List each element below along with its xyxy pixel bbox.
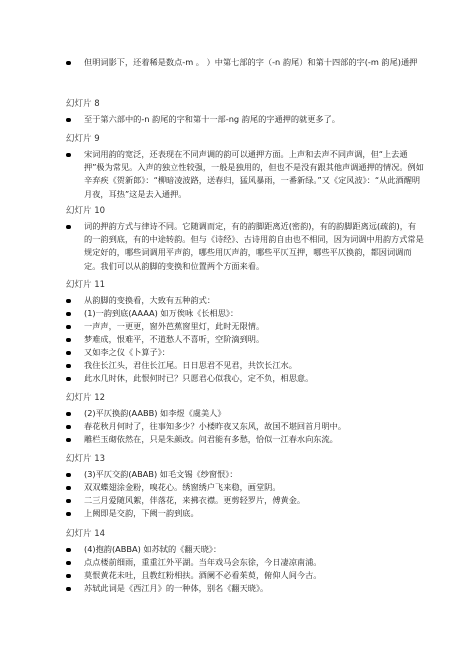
bullet-item: [66, 220, 424, 273]
bullet-dot-icon: [66, 486, 71, 491]
bullet-text: 梦难成，恨难平，不道愁人不喜听，空阶滴到明。: [84, 334, 265, 344]
bullet-dot-icon: [66, 351, 71, 356]
bullet-dot-icon: [66, 499, 71, 504]
bullet-dot-icon: [66, 587, 71, 592]
bullet-item: [66, 481, 281, 494]
bullet-dot-icon: [66, 153, 71, 158]
bullet-dot-icon: [66, 61, 71, 66]
bullet-dot-icon: [66, 512, 71, 517]
bullet-item: [66, 346, 170, 359]
slide-heading: 幻灯片 9: [66, 134, 100, 144]
bullet-dot-icon: [66, 377, 71, 382]
bullet-item: [66, 148, 424, 201]
bullet-item: [66, 507, 199, 520]
bullet-text: (2)平仄换韵(AABB) 如李煜《虞美人》: [84, 408, 226, 418]
bullet-text: 从韵脚的变换看，大致有五种韵式：: [84, 295, 216, 305]
bullet-text: (1)一韵到底(AAAA) 如万俟咏《长相思》：: [84, 308, 239, 318]
bullet-item: [66, 359, 297, 372]
bullet-dot-icon: [66, 312, 71, 317]
bullet-item: [66, 582, 268, 595]
bullet-item: [66, 113, 340, 126]
bullet-item: [66, 569, 321, 582]
bullet-text: 我住长江头，君住长江尾。日日思君不见君，共饮长江水。: [84, 360, 297, 370]
bullet-item: [66, 556, 321, 569]
bullet-dot-icon: [66, 118, 71, 123]
bullet-item: [66, 333, 264, 346]
bullet-item: [66, 420, 346, 433]
slide-heading: 幻灯片 13: [66, 454, 106, 464]
slide-heading: 幻灯片 14: [66, 529, 106, 539]
bullet-text: 苏轼此词是《西江月》的一种体，别名《翻天晓》。: [84, 583, 269, 593]
bullet-dot-icon: [66, 561, 71, 566]
bullet-item: [66, 543, 221, 556]
slide-heading: 幻灯片 8: [66, 99, 100, 109]
bullet-dot-icon: [66, 438, 71, 443]
bullet-dot-icon: [66, 225, 71, 230]
slide-heading: 幻灯片 12: [66, 393, 106, 403]
bullet-text: 雕栏玉砌依然在，只是朱颜改。问君能有多愁，恰似一江春水向东流。: [84, 434, 338, 444]
bullet-text: 双双蝶翅涂金粉，嗅花心。绣窗绣户飞来稳，画堂阴。: [84, 482, 281, 492]
bullet-dot-icon: [66, 412, 71, 417]
bullet-text: (4)抱韵(ABBA) 如苏轼的《翻天晓》：: [84, 544, 222, 554]
bullet-dot-icon: [66, 548, 71, 553]
bullet-text: 一声声，一更更，窗外芭蕉窗里灯，此时无限情。: [84, 321, 265, 331]
slide-heading: 幻灯片 11: [66, 280, 106, 290]
bullet-text: 但明词影下，还着稀是数点-m 。 ）中第七部的字（-n 韵尾）和第十四部的字(-m 韵尾)通押: [84, 57, 418, 67]
bullet-item: [66, 468, 238, 481]
bullet-dot-icon: [66, 574, 71, 579]
bullet-text: 宋词用韵的宽泛，还表现在不同声调的韵可以通押方面。上声和去声不同声调，但“上去通押”极为常见。入声的独立性较强，一般是独用的，但也不是没有跟其他声调通押的情况。例如辛弃疾《贺新郎》：“柳暗凌波路，送春归，猛风暴雨，一番新绿。”又《定风波》：“从此酒醒明月夜，耳热”这是去入通押。: [84, 149, 424, 199]
bullet-dot-icon: [66, 364, 71, 369]
bullet-text: 此水几时休，此恨何时已？只愿君心似我心，定不负，相思意。: [84, 373, 314, 383]
bullet-text: 至于第六部中的-n 韵尾的字和第十一部-ng 韵尾的字通押的就更多了。: [84, 114, 340, 124]
bullet-item: [66, 433, 338, 446]
bullet-text: 上阙即是交韵，下阙一韵到底。: [84, 508, 199, 518]
bullet-dot-icon: [66, 338, 71, 343]
slide-heading: 幻灯片 10: [66, 206, 106, 216]
bullet-item: [66, 307, 238, 320]
bullet-text: 词的押韵方式与律诗不同。它随调而定，有的韵脚距离近(密韵)，有的韵脚距离远(疏韵)，有的一韵到底，有的中途转韵。但与《诗经》、古诗用韵自由也不相同，因为词调中用韵方式常是规定好的，哪些词调用平声韵，哪些用仄声韵，哪些平仄互押，哪些平仄换韵，都因词调而定。我们可以从韵脚的变换和位置两个方面来看。: [84, 221, 424, 271]
bullet-item: [66, 494, 305, 507]
bullet-item: [66, 372, 313, 385]
bullet-text: 又如李之仪《卜算子》：: [84, 347, 170, 357]
bullet-dot-icon: [66, 299, 71, 304]
bullet-text: 二三月爱随风絮，伴落花，来拂衣襟。更剪轻罗片，傅黄金。: [84, 495, 306, 505]
bullet-text: 莫恨黄花未吐，且教红粉相扶。酒阑不必看茱萸，俯仰人间今古。: [84, 570, 322, 580]
bullet-text: (3)平仄交韵(ABAB) 如毛文锡《纱窗恨》：: [84, 469, 238, 479]
bullet-dot-icon: [66, 473, 71, 478]
bullet-dot-icon: [66, 325, 71, 330]
bullet-item: [66, 407, 226, 420]
bullet-item: [66, 294, 215, 307]
bullet-item: [66, 56, 424, 69]
bullet-text: 点点楼前细雨，重重江外平湖。当年戏马会东徐，今日凄凉南浦。: [84, 557, 322, 567]
bullet-item: [66, 320, 264, 333]
bullet-dot-icon: [66, 425, 71, 430]
bullet-text: 春花秋月何时了，往事知多少？小楼昨夜又东风，故国不堪回首月明中。: [84, 421, 347, 431]
